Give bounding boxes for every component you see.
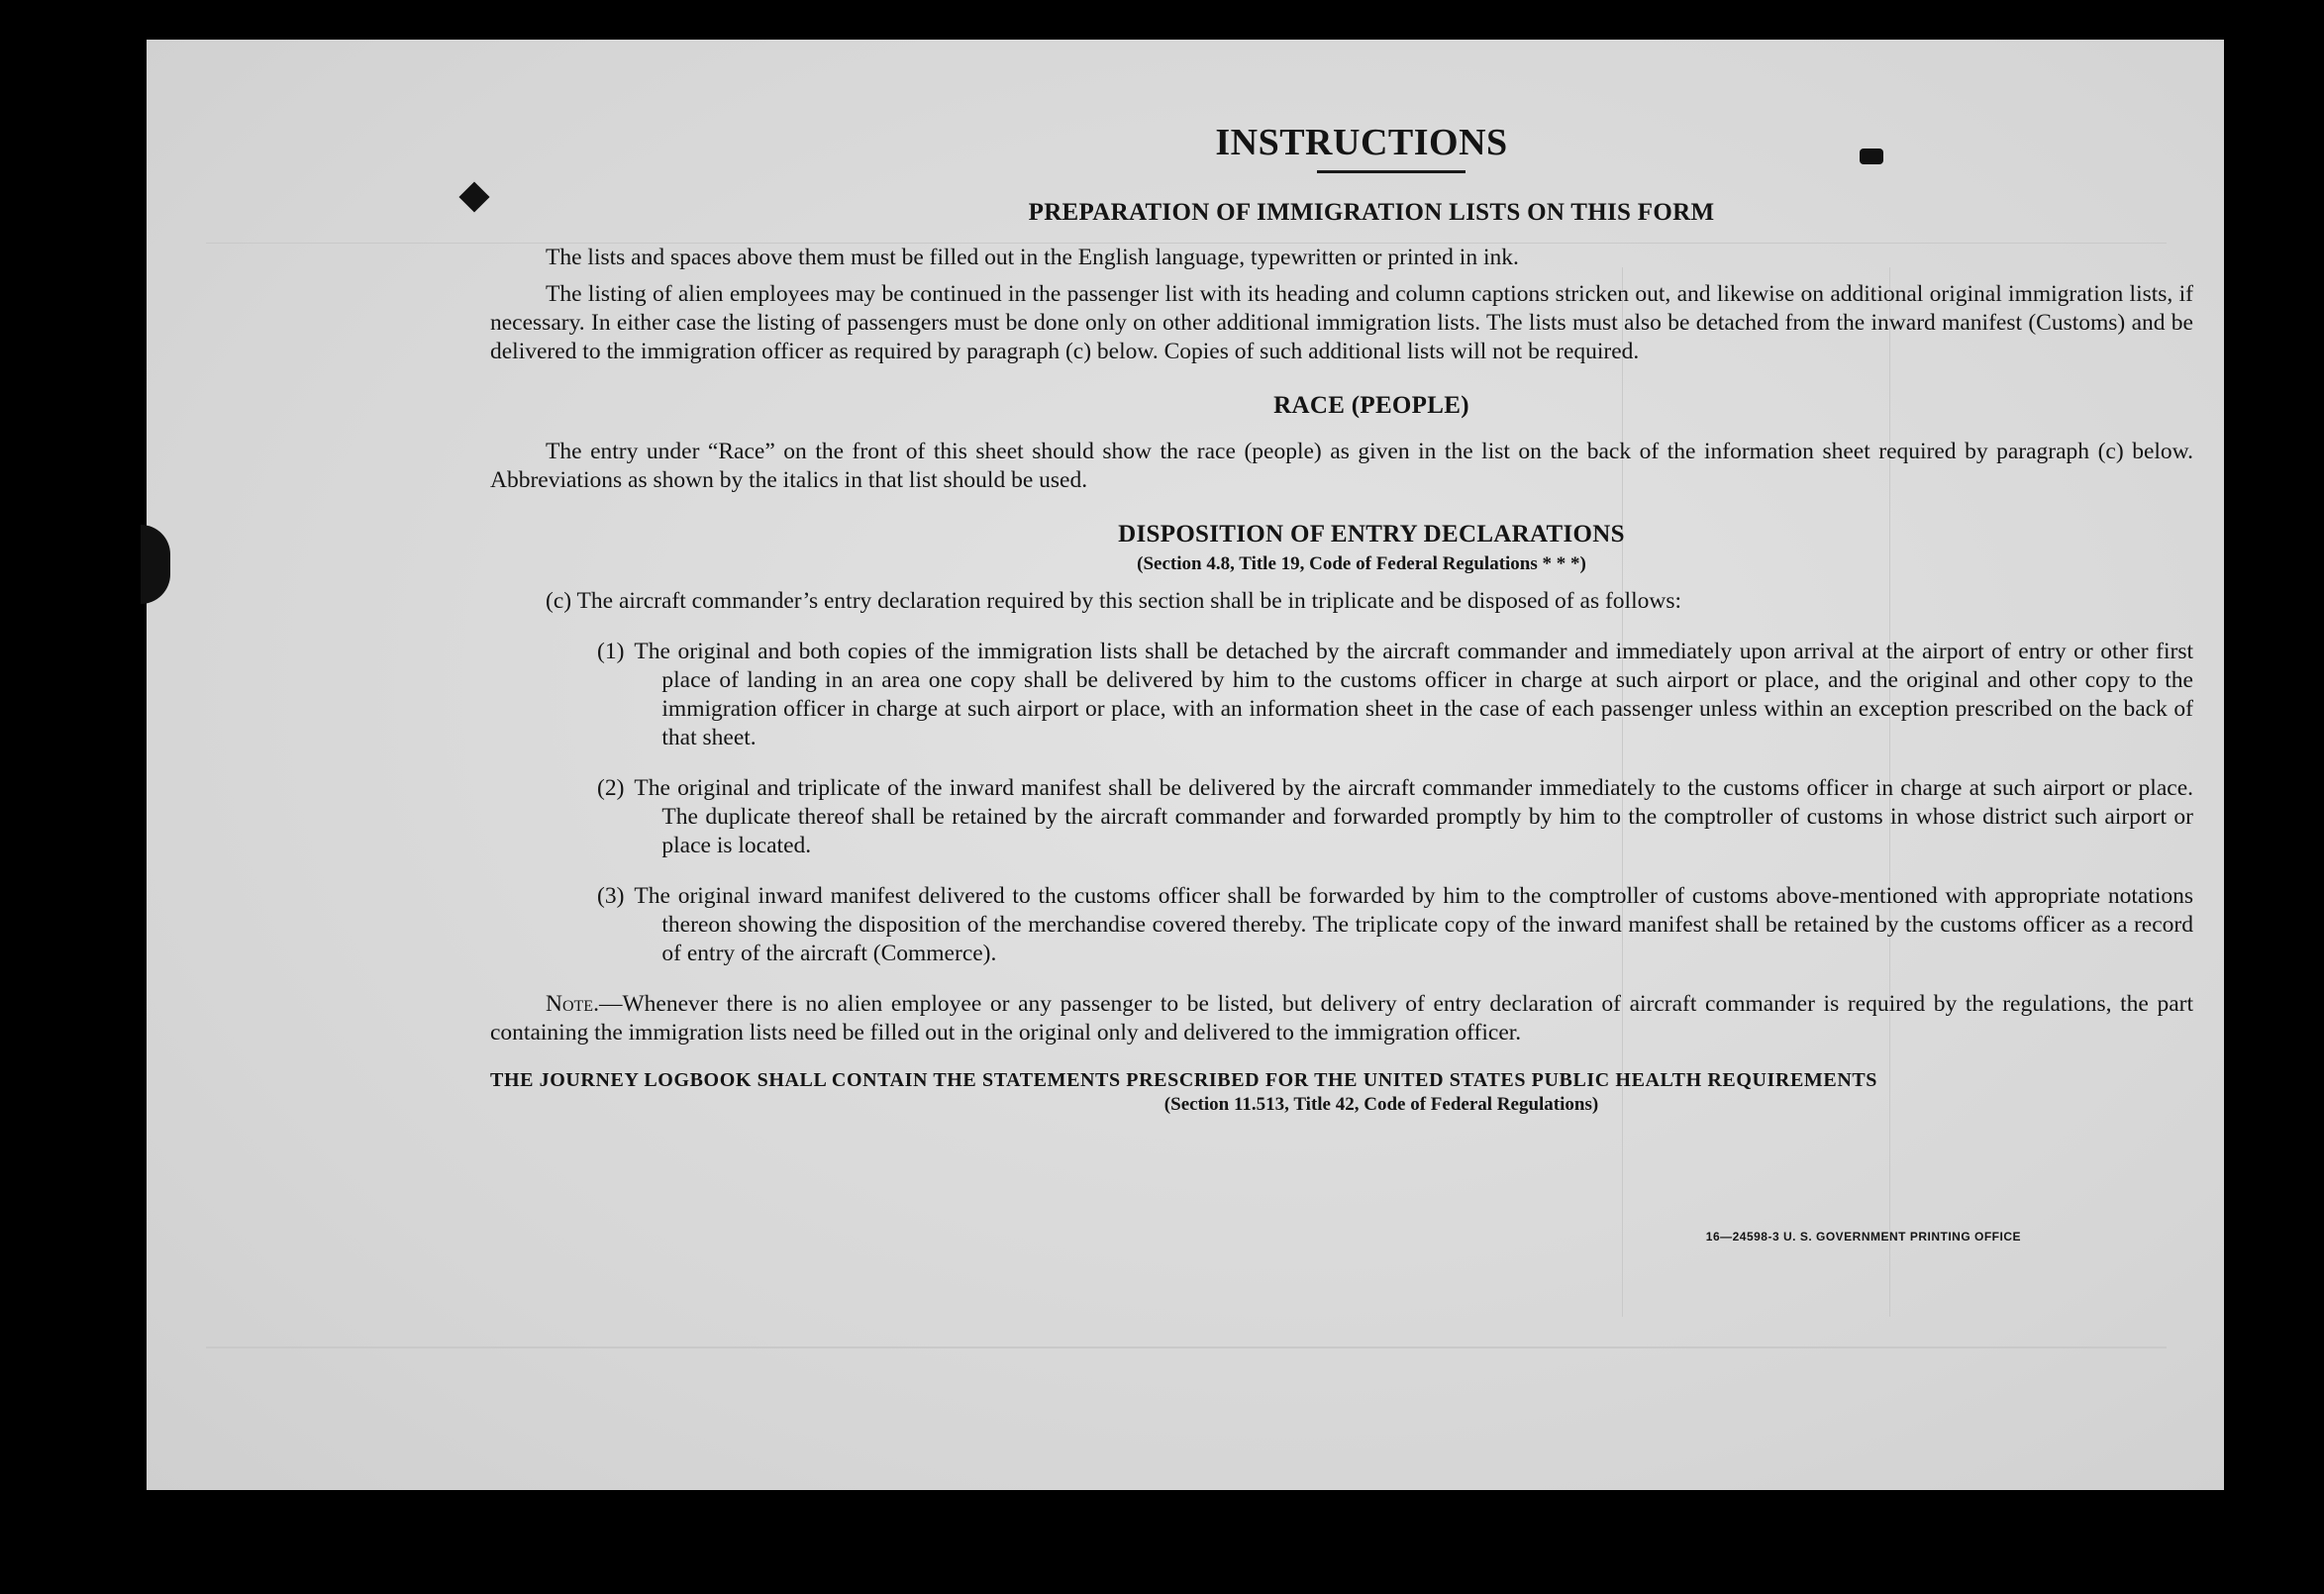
- list-item-text: The original and both copies of the immigration lists shall be detached by the aircraft commander and immediately upon arrival at the airport of entry or other first place of landing in an area one copy shall be delivered by him to the customs officer in charge at such airport or place, and the original and other copy to the immigration officer in charge at such airport or place, with an information sheet in the case of each passenger unless within an exception prescribed on the back of that sheet.: [634, 639, 2193, 751]
- paragraph-intro: (c) The aircraft commander’s entry declaration required by this section shall be in triplicate and be disposed of as follows:: [546, 588, 1681, 615]
- closing-reference: (Section 11.513, Title 42, Code of Federal Regulations): [1163, 1094, 1599, 1116]
- title-underline: [1317, 170, 1465, 173]
- note-lead: Note.: [546, 991, 599, 1018]
- section-heading-race: RACE (PEOPLE): [1273, 392, 1469, 420]
- section-heading-disposition: DISPOSITION OF ENTRY DECLARATIONS: [1118, 520, 1625, 548]
- list-item-text: The original inward manifest delivered to the customs officer shall be forwarded by him to the comptroller of customs above-mentioned with appropriate notations thereon showing the disposition of the merchandise covered thereby. The triplicate copy of the inward manifest shall be retained by the customs officer as a record of entry of the aircraft (Commerce).: [634, 883, 2193, 967]
- page-title: INSTRUCTIONS: [1215, 122, 1508, 163]
- list-item-number: (1): [597, 639, 625, 665]
- list-item-text: The original and triplicate of the inward manifest shall be delivered by the aircraft commander immediately to the customs officer in charge at such airport or place. The duplicate thereof shall be retained by the aircraft commander and forwarded promptly by him to the comptroller of customs in whose district such airport or place is located.: [634, 775, 2193, 859]
- paragraph: The lists and spaces above them must be filled out in the English language, typewritten or printed in ink.: [546, 245, 1519, 271]
- punch-mark: [458, 181, 489, 212]
- paragraph: The entry under “Race” on the front of this sheet should show the race (people) as given in the list on the back of the information sheet required by paragraph (c) below. Abbreviations as shown by the italics in that list should be used.: [490, 438, 2193, 493]
- list-item-number: (3): [597, 883, 625, 910]
- bleed-through-rule: [206, 1346, 2167, 1348]
- printer-mark: 16—24598-3 U. S. GOVERNMENT PRINTING OFFICE: [1705, 1230, 2021, 1244]
- document-sheet: [147, 40, 2224, 1490]
- paragraph: The listing of alien employees may be continued in the passenger list with its heading and column captions stricken out, and likewise on additional original immigration lists, if necessary. In either case the listing of passengers must be done only on other additional immigration lists. The lists must also be detached from the inward manifest (Customs) and be delivered to the immigration officer as required by paragraph (c) below. Copies of such additional lists will not be required.: [490, 281, 2193, 365]
- section-heading-preparation: PREPARATION OF IMMIGRATION LISTS ON THIS FORM: [1028, 198, 1715, 226]
- section-subheading: (Section 4.8, Title 19, Code of Federal Regulations * * *): [1137, 553, 1586, 575]
- torn-edge: [141, 525, 170, 604]
- list-item-number: (2): [597, 775, 625, 802]
- closing-statement: THE JOURNEY LOGBOOK SHALL CONTAIN THE STATEMENTS PRESCRIBED FOR THE UNITED STATES PUBLIC HEALTH REQUIREMENTS: [490, 1069, 1878, 1092]
- list-item: [490, 882, 2193, 968]
- list-item: [490, 774, 2193, 860]
- note-paragraph: [490, 990, 2193, 1047]
- instructions-content: [490, 79, 2193, 1116]
- list-item: [490, 638, 2193, 752]
- note-text: —Whenever there is no alien employee or any passenger to be listed, but delivery of entry declaration of aircraft commander is required by the regulations, the part containing the immigration lists need be filled out in the original only and delivered to the immigration officer.: [490, 991, 2193, 1046]
